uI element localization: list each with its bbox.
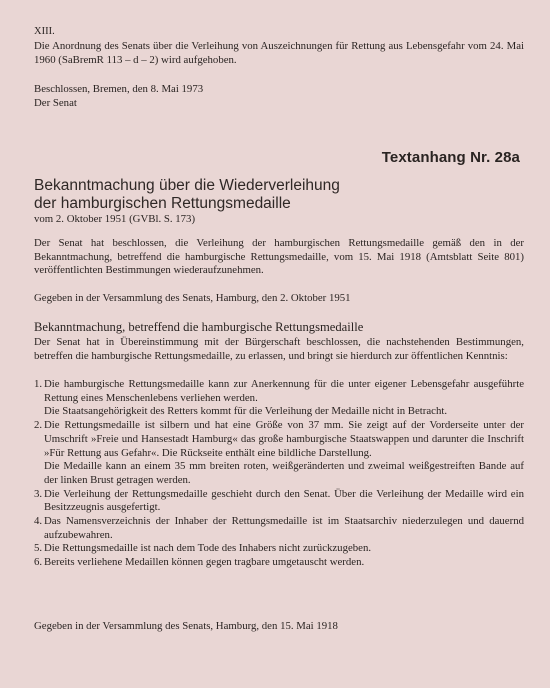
paragraph-decision: Der Senat hat beschlossen, die Verleihung der hamburgischen Rettungsmedaille gemäß den in der Bekanntmachung, betreffend die hamburgische Rettungsmedaille, vom 15. Mai 1918 (Amtsblatt Seite 801) veröffentlichten Bestimmungen wiederaufzunehmen. — [34, 237, 524, 277]
item-number: 6. — [34, 556, 43, 569]
list-item — [34, 488, 524, 515]
given-line-1951: Gegeben in der Versammlung des Senats, Hamburg, den 2. Oktober 1951 — [34, 292, 351, 304]
heading-date: vom 2. Oktober 1951 (GVBl. S. 173) — [34, 213, 196, 225]
list-item — [34, 515, 524, 542]
list-item — [34, 556, 524, 570]
section-number: XIII. — [34, 26, 55, 37]
repeal-paragraph: Die Anordnung des Senats über die Verleihung von Auszeichnungen für Rettung aus Lebensgefahr vom 24. Mai 1960 (SaBremR 113 – d – 2) wird aufgehoben. — [34, 40, 524, 66]
item-number: 5. — [34, 542, 43, 555]
item-text: Die Medaille kann an einem 35 mm breiten roten, weißgeränderten und zweimal weißgestreiften Bande auf der linken Brust getragen werden. — [44, 460, 524, 486]
item-text: Die Rettungsmedaille ist nach dem Tode des Inhabers nicht zurückzugeben. — [44, 542, 372, 555]
item-number: 2. — [34, 419, 43, 432]
appendix-label: Textanhang Nr. 28a — [381, 149, 520, 166]
heading-line-2: der hamburgischen Rettungsmedaille — [34, 195, 291, 212]
item-text: Die Rettungsmedaille ist silbern und hat eine Größe von 37 mm. Sie zeigt auf der Vorderseite unter der Umschrift »Freie und Hansestadt Hamburg« das große hamburgische Staatswappen und darunter die Inschrift »Für Rettung aus Gefahr«. Die Rückseite enthält eine bildliche Darstellung. — [44, 419, 524, 459]
paragraph-intro: Der Senat hat in Übereinstimmung mit der Bürgerschaft beschlossen, die nachstehenden Bestimmungen, betreffen die hamburgische Rettungsmedaille, zu erlassen, und bringt sie hierdurch zur öffentlichen Kenntnis: — [34, 336, 524, 362]
decision-block — [34, 82, 203, 110]
sub-heading: Bekanntmachung, betreffend die hamburgische Rettungsmedaille — [34, 320, 364, 334]
document-heading — [34, 177, 514, 213]
given-line-1918: Gegeben in der Versammlung des Senats, Hamburg, den 15. Mai 1918 — [34, 620, 338, 632]
item-number: 1. — [34, 378, 43, 390]
heading-line-1: Bekanntmachung über die Wiederverleihung — [34, 177, 340, 194]
list-item — [34, 542, 524, 556]
item-text: Das Namensverzeichnis der Inhaber der Rettungsmedaille ist im Staatsarchiv niederzulegen und dauernd aufzubewahren. — [44, 515, 524, 541]
item-number: 3. — [34, 487, 43, 500]
list-item — [34, 378, 524, 419]
item-text: Die Verleihung der Rettungsmedaille geschieht durch den Senat. Über die Verleihung der Medaille wird ein Besitzzeugnis ausgefertigt. — [44, 487, 524, 514]
decision-signatory: Der Senat — [34, 97, 77, 109]
item-text: Die Staatsangehörigkeit des Retters kommt für die Verleihung der Medaille nicht in Betracht. — [44, 405, 448, 418]
decision-place-date: Beschlossen, Bremen, den 8. Mai 1973 — [34, 83, 204, 95]
item-text: Bereits verliehene Medaillen können gegen tragbare umgetauscht werden. — [44, 556, 365, 569]
item-number: 4. — [34, 515, 43, 528]
list-item — [34, 419, 524, 488]
item-text: Die hamburgische Rettungsmedaille kann zur Anerkennung für die unter eigener Lebensgefahr ausgeführte Rettung eines Menschenlebens verliehen werden. — [44, 378, 524, 404]
provisions-list — [34, 378, 524, 570]
